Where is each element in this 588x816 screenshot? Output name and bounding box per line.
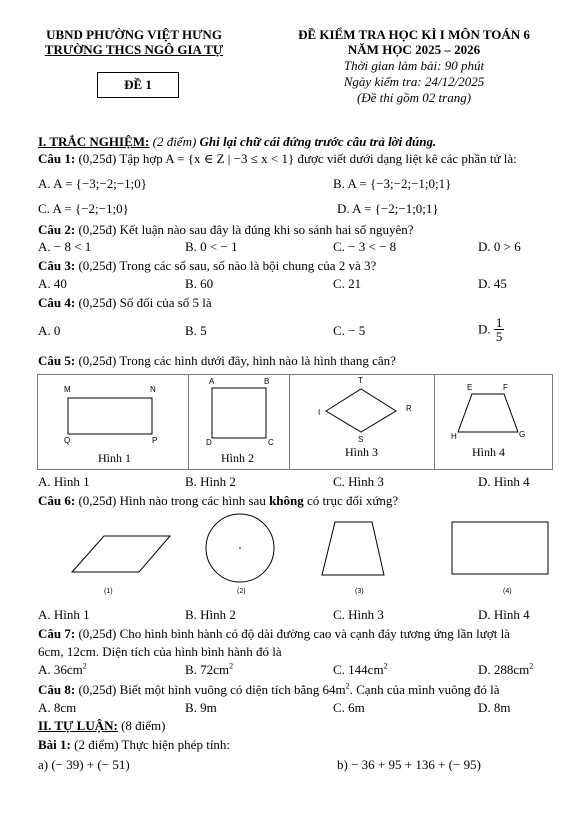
q8-label: Câu 8: (38, 682, 76, 697)
q7-option-c-text: C. 144cm (333, 662, 384, 677)
q7-option-d (478, 662, 533, 678)
section2-heading (38, 718, 165, 734)
q6-figure-number-3: (3) (355, 588, 364, 595)
fig3-label-s: S (358, 435, 364, 444)
q2-option-b: B. 0 < − 1 (185, 239, 238, 254)
q2-option-a: A. − 8 < 1 (38, 239, 92, 254)
q2-option-c: C. − 3 < − 8 (333, 239, 397, 254)
q4-option-a: A. 0 (38, 323, 61, 338)
fig1-label-m: M (64, 385, 71, 394)
exam-title: ĐỀ KIỂM TRA HỌC KÌ I MÔN TOÁN 6 (298, 27, 530, 42)
exam-date: Ngày kiểm tra: 24/12/2025 (343, 74, 485, 89)
q7-text-1: (0,25đ) Cho hình bình hành có độ dài đường cao và cạnh đáy tương ứng lần lượt là (78, 626, 510, 641)
q5-option-b: B. Hình 2 (185, 474, 236, 489)
q3-option-d: D. 45 (478, 276, 507, 291)
q5-text: (0,25đ) Trong các hình dưới đây, hình nào là hình thang cân? (78, 353, 396, 368)
fig4-label-h: H (451, 432, 457, 441)
q1-option-a: A. A = {−3;−2;−1;0} (38, 176, 147, 191)
fig1-label-q: Q (64, 436, 71, 445)
pages-note: (Đề thi gồm 02 trang) (356, 90, 472, 105)
q4-option-b: B. 5 (185, 323, 207, 338)
section1-title: I. TRẮC NGHIỆM: (38, 134, 150, 149)
q6-option-a: A. Hình 1 (38, 607, 90, 622)
parallelogram-shape (72, 536, 170, 572)
bai1-label: Bài 1: (38, 737, 71, 752)
q4-fraction-numerator: 1 (495, 315, 503, 330)
fig2-label-b: B (264, 377, 270, 386)
fig2-label-c: C (268, 438, 274, 447)
exam-duration: Thời gian làm bài: 90 phút (343, 58, 485, 73)
q1-text: (0,25đ) Tập hợp A = {x ∈ Z | −3 ≤ x < 1} được viết dưới dạng liệt kê các phần tử là: (78, 151, 517, 166)
q7-option-a (38, 662, 87, 678)
fig3-label-r: R (406, 404, 412, 413)
rectangle-shape (452, 522, 548, 574)
q8-option-b: B. 9m (185, 700, 217, 715)
fig2-label-a: A (209, 377, 215, 386)
q2-label: Câu 2: (38, 222, 76, 237)
q6-figure-number-4: (4) (503, 588, 512, 595)
fig4-label-f: F (503, 383, 508, 392)
q6-text-bold: không (269, 493, 304, 508)
q7-option-a-sup: 2 (82, 661, 87, 671)
fig3-label-t: T (358, 376, 363, 385)
q3-option-a: A. 40 (38, 276, 67, 291)
fig2-caption: Hình 2 (221, 451, 254, 465)
q7-label: Câu 7: (38, 626, 76, 641)
q4-label: Câu 4: (38, 295, 76, 310)
school-year: NĂM HỌC 2025 – 2026 (347, 42, 481, 57)
q8-option-a: A. 8cm (38, 700, 77, 715)
q1-label: Câu 1: (38, 151, 76, 166)
org-line-2: TRƯỜNG THCS NGÔ GIA TỰ (44, 42, 224, 57)
section2-title: II. TỰ LUẬN: (38, 718, 118, 733)
q6-figure-number-2: (2) (237, 588, 246, 595)
q1-option-d: D. A = {−2;−1;0;1} (337, 201, 439, 216)
q6-option-c: C. Hình 3 (333, 607, 384, 622)
q6-text-pre: (0,25đ) Hình nào trong các hình sau (78, 493, 270, 508)
exercise-1 (38, 737, 230, 753)
exam-code-box: ĐỀ 1 (97, 72, 179, 98)
q7-option-d-sup: 2 (529, 661, 534, 671)
q8-text-pre: (0,25đ) Biết một hình vuông có diện tích bằng 64m (78, 682, 346, 697)
q6-label: Câu 6: (38, 493, 76, 508)
q6-figure-number-1: (1) (104, 588, 113, 595)
q5-option-d: D. Hình 4 (478, 474, 530, 489)
q7-option-b-text: B. 72cm (185, 662, 230, 677)
q7-option-d-text: D. 288cm (478, 662, 530, 677)
org-line-1: UBND PHƯỜNG VIỆT HƯNG (46, 27, 222, 42)
question-8 (38, 682, 499, 698)
q6-option-b: B. Hình 2 (185, 607, 236, 622)
q5-option-a: A. Hình 1 (38, 474, 90, 489)
trapezoid-shape (322, 522, 384, 575)
fig3-label-i: I (318, 408, 321, 417)
bai1-part-a: a) (− 39) + (− 51) (38, 757, 130, 772)
bai1-part-b: b) − 36 + 95 + 136 + (− 95) (337, 757, 481, 772)
q7-text-2: 6cm, 12cm. Diện tích của hình bình hành đó là (38, 644, 282, 659)
q3-option-c: C. 21 (333, 276, 362, 291)
question-7 (38, 626, 510, 642)
q7-option-c-sup: 2 (383, 661, 388, 671)
q8-option-c: C. 6m (333, 700, 365, 715)
q3-option-b: B. 60 (185, 276, 214, 291)
q5-option-c: C. Hình 3 (333, 474, 384, 489)
q7-option-b-sup: 2 (229, 661, 234, 671)
q8-option-d: D. 8m (478, 700, 511, 715)
q4-option-c: C. − 5 (333, 323, 366, 338)
q4-fraction-denominator: 5 (495, 329, 503, 344)
bai1-text: (2 điểm) Thực hiện phép tính: (74, 737, 231, 752)
section1-points: (2 điểm) (152, 134, 197, 149)
circle-center-dot (239, 547, 241, 549)
q5-label: Câu 5: (38, 353, 76, 368)
q2-option-d: D. 0 > 6 (478, 239, 521, 254)
q7-option-c (333, 662, 388, 678)
fig3-caption: Hình 3 (345, 445, 378, 459)
q7-option-a-text: A. 36cm (38, 662, 83, 677)
q4-option-d-prefix: D. (478, 321, 491, 337)
q1-option-b: B. A = {−3;−2;−1;0;1} (333, 176, 452, 191)
q6-text-post: có trục đối xứng? (303, 493, 399, 508)
q8-text-post: . Cạnh của mình vuông đó là (349, 682, 500, 697)
q4-text: (0,25đ) Số đối của số 5 là (78, 295, 212, 310)
fig2-label-d: D (206, 438, 212, 447)
fig1-caption: Hình 1 (98, 451, 131, 465)
fig4-label-g: G (519, 430, 526, 439)
q8-sup: 2 (345, 681, 350, 691)
fig1-label-p: P (152, 436, 158, 445)
fig4-caption: Hình 4 (472, 445, 505, 459)
q3-label: Câu 3: (38, 258, 76, 273)
q7-option-b (185, 662, 233, 678)
q1-option-c: C. A = {−2;−1;0} (38, 201, 129, 216)
section2-points: (8 điểm) (121, 718, 166, 733)
section1-instruction: Ghi lại chữ cái đứng trước câu trả lời đúng. (199, 134, 437, 149)
fig1-label-n: N (150, 385, 156, 394)
q2-text: (0,25đ) Kết luận nào sau đây là đúng khi so sánh hai số nguyên? (78, 222, 414, 237)
q6-option-d: D. Hình 4 (478, 607, 530, 622)
q3-text: (0,25đ) Trong các số sau, số nào là bội chung của 2 và 3? (78, 258, 377, 273)
fig4-label-e: E (467, 383, 473, 392)
